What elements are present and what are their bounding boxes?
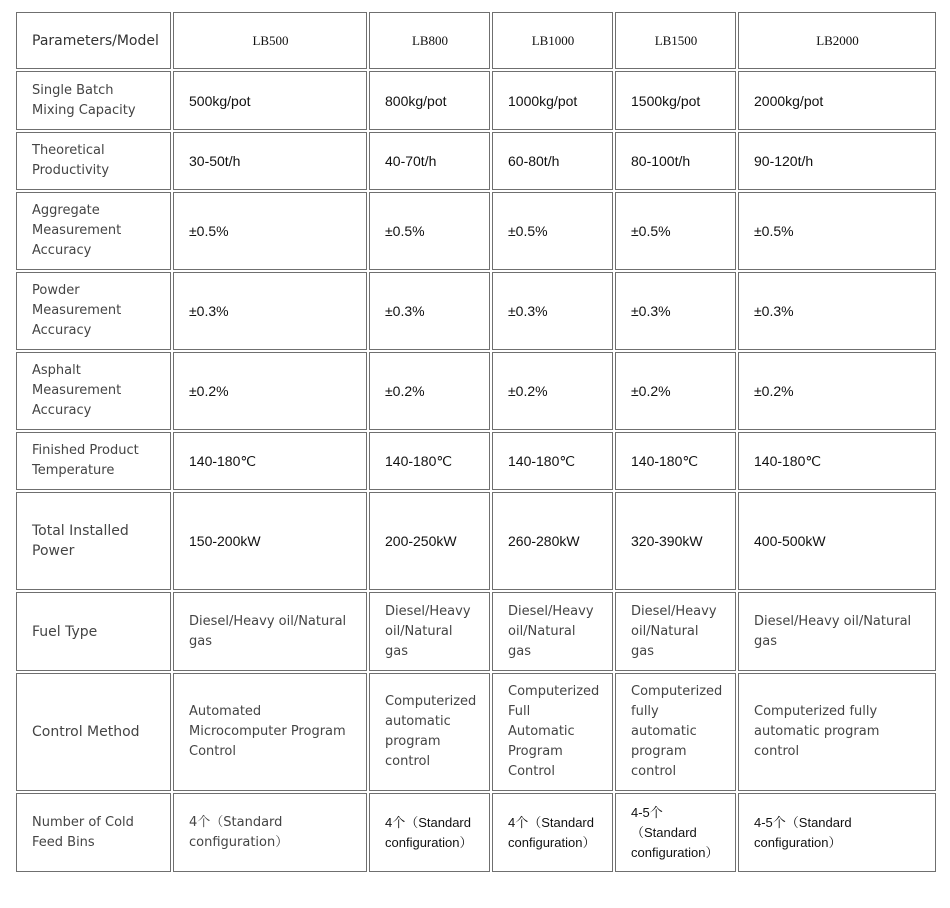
table-row <box>16 71 936 130</box>
table-row <box>16 492 936 590</box>
table-row <box>16 432 936 490</box>
table-cell: 4个（Standard configuration） <box>492 793 613 872</box>
table-cell: ±0.3% <box>615 272 736 350</box>
table-cell: 140-180℃ <box>492 432 613 490</box>
table-cell: ±0.2% <box>173 352 367 430</box>
table-cell: ±0.5% <box>615 192 736 270</box>
table-row <box>16 192 936 270</box>
table-cell: Diesel/Heavy oil/Natural gas <box>173 592 367 671</box>
row-label: Fuel Type <box>16 592 171 671</box>
row-label: Asphalt Measurement Accuracy <box>16 352 171 430</box>
table-row <box>16 272 936 350</box>
row-label: Aggregate Measurement Accuracy <box>16 192 171 270</box>
table-cell: ±0.5% <box>369 192 490 270</box>
model-header: LB1000 <box>492 12 613 69</box>
table-cell: 200-250kW <box>369 492 490 590</box>
table-cell: ±0.3% <box>173 272 367 350</box>
table-cell: 400-500kW <box>738 492 936 590</box>
table-cell: ±0.3% <box>738 272 936 350</box>
row-label: Finished Product Temperature <box>16 432 171 490</box>
row-label: Powder Measurement Accuracy <box>16 272 171 350</box>
row-label: Control Method <box>16 673 171 791</box>
table-cell: ±0.3% <box>369 272 490 350</box>
spec-table <box>14 10 938 874</box>
table-cell: 2000kg/pot <box>738 71 936 130</box>
table-cell: Computerized automatic program control <box>369 673 490 791</box>
table-cell: ±0.5% <box>492 192 613 270</box>
table-cell: Automated Microcomputer Program Control <box>173 673 367 791</box>
table-cell: 140-180℃ <box>173 432 367 490</box>
table-cell: Computerized fully automatic program control <box>615 673 736 791</box>
table-cell: 150-200kW <box>173 492 367 590</box>
table-cell: Computerized Full Automatic Program Control <box>492 673 613 791</box>
table-cell: 320-390kW <box>615 492 736 590</box>
table-cell: 140-180℃ <box>615 432 736 490</box>
model-header: LB1500 <box>615 12 736 69</box>
table-row <box>16 352 936 430</box>
table-cell: 4-5个（Standard configuration） <box>615 793 736 872</box>
table-cell: ±0.2% <box>738 352 936 430</box>
table-cell: Diesel/Heavy oil/Natural gas <box>615 592 736 671</box>
row-label: Number of Cold Feed Bins <box>16 793 171 872</box>
table-cell: 4个（Standard configuration） <box>173 793 367 872</box>
row-label: Theoretical Productivity <box>16 132 171 190</box>
table-cell: 140-180℃ <box>369 432 490 490</box>
table-cell: 1000kg/pot <box>492 71 613 130</box>
model-header: LB500 <box>173 12 367 69</box>
table-cell: ±0.5% <box>173 192 367 270</box>
row-label: Total Installed Power <box>16 492 171 590</box>
table-cell: 500kg/pot <box>173 71 367 130</box>
table-row <box>16 132 936 190</box>
model-header: LB2000 <box>738 12 936 69</box>
row-label: Single Batch Mixing Capacity <box>16 71 171 130</box>
table-cell: 140-180℃ <box>738 432 936 490</box>
table-cell: Diesel/Heavy oil/Natural gas <box>369 592 490 671</box>
table-cell: Diesel/Heavy oil/Natural gas <box>492 592 613 671</box>
table-cell: 4-5个（Standard configuration） <box>738 793 936 872</box>
header-corner: Parameters/Model <box>16 12 171 69</box>
table-cell: 40-70t/h <box>369 132 490 190</box>
table-cell: Diesel/Heavy oil/Natural gas <box>738 592 936 671</box>
table-cell: ±0.5% <box>738 192 936 270</box>
table-row <box>16 592 936 671</box>
table-cell: 80-100t/h <box>615 132 736 190</box>
table-cell: ±0.3% <box>492 272 613 350</box>
table-cell: 260-280kW <box>492 492 613 590</box>
table-cell: ±0.2% <box>615 352 736 430</box>
table-cell: 60-80t/h <box>492 132 613 190</box>
table-row <box>16 793 936 872</box>
table-cell: 4个（Standard configuration） <box>369 793 490 872</box>
table-cell: ±0.2% <box>492 352 613 430</box>
table-cell: Computerized fully automatic program control <box>738 673 936 791</box>
table-cell: ±0.2% <box>369 352 490 430</box>
table-row <box>16 673 936 791</box>
table-cell: 30-50t/h <box>173 132 367 190</box>
model-header: LB800 <box>369 12 490 69</box>
table-cell: 800kg/pot <box>369 71 490 130</box>
table-cell: 1500kg/pot <box>615 71 736 130</box>
table-cell: 90-120t/h <box>738 132 936 190</box>
header-row <box>16 12 936 69</box>
